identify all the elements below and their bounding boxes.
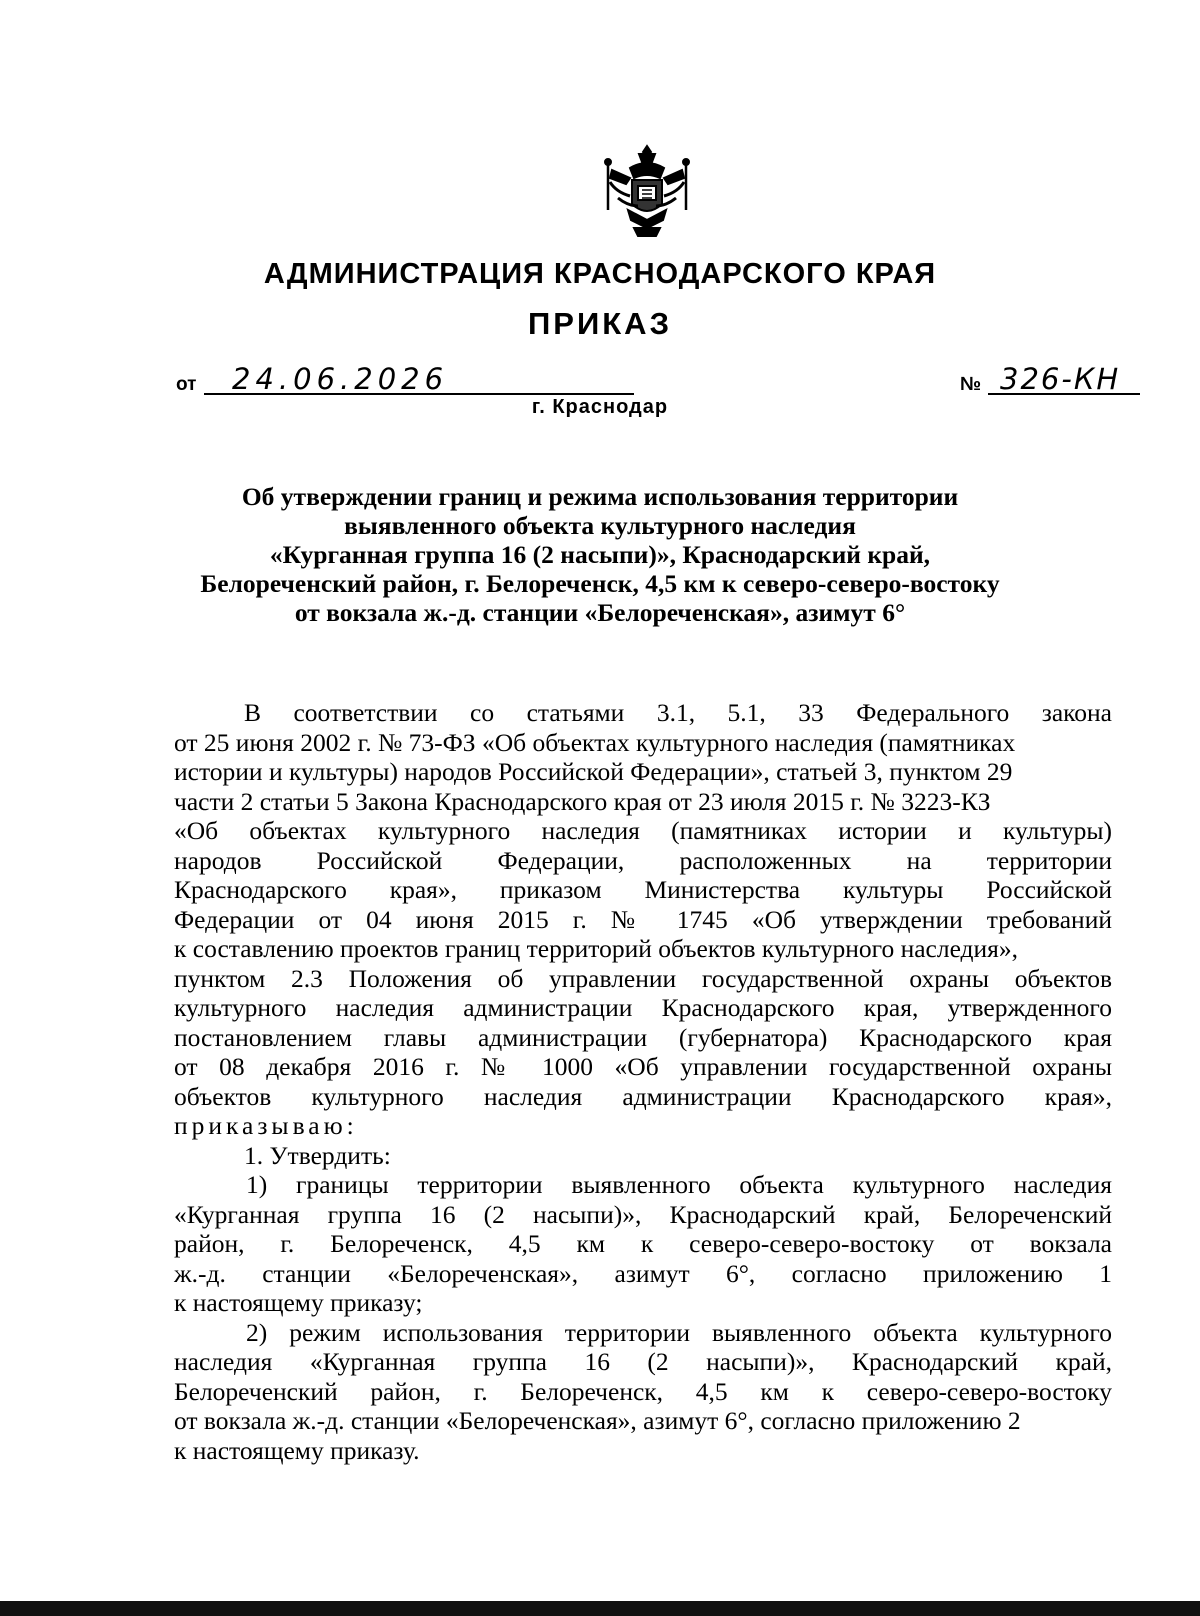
title-line: «Курганная группа 16 (2 насыпи)», Краснодарский край,: [269, 540, 931, 569]
handwritten-date: 24.06.2026: [232, 362, 449, 396]
document-type: ПРИКАЗ: [528, 306, 672, 341]
body-line: объектов культурного наследия администрации Краснодарского края»,: [174, 1081, 1112, 1111]
number-prefix: №: [960, 374, 982, 395]
body-line: «Об объектах культурного наследия (памятниках истории и культуры): [174, 816, 1112, 845]
body-line: район, г. Белореченск, 4,5 км к северо-северо-востоку от вокзала: [174, 1229, 1112, 1258]
body-line: от 25 июня 2002 г. № 73-ФЗ «Об объектах культурного наследия (памятниках: [174, 727, 1016, 757]
body-line: приказываю:: [174, 1111, 358, 1140]
body-line: ж.-д. станции «Белореченская», азимут 6°, согласно приложению 1: [174, 1258, 1112, 1288]
body-line: народов Российской Федерации, расположенных на территории: [174, 845, 1112, 875]
body-line: к настоящему приказу;: [174, 1288, 423, 1317]
scan-edge: [0, 1601, 1200, 1616]
body-line: В соответствии со статьями 3.1, 5.1, 33 Федерального закона: [244, 698, 1112, 727]
body-line: 2) режим использования территории выявленного объекта культурного: [246, 1317, 1112, 1347]
body-line: Федерации от 04 июня 2015 г. № 1745 «Об утверждении требований: [174, 904, 1112, 934]
coat-of-arms-emblem: [604, 142, 690, 242]
body-line: истории и культуры) народов Российской Федерации», статьей 3, пунктом 29: [174, 757, 1013, 786]
title-line: выявленного объекта культурного наследия: [344, 511, 856, 540]
title-line: Белореченский район, г. Белореченск, 4,5 км к северо-северо-востоку: [200, 569, 1000, 598]
organization-name: АДМИНИСТРАЦИЯ КРАСНОДАРСКОГО КРАЯ: [263, 258, 937, 290]
body-line: Белореченский район, г. Белореченск, 4,5 км к северо-северо-востоку: [174, 1376, 1112, 1406]
handwritten-number: 326-КН: [1000, 362, 1121, 396]
body-line: постановлением главы администрации (губернатора) Краснодарского края: [174, 1022, 1112, 1052]
body-line: пунктом 2.3 Положения об управлении государственной охраны объектов: [174, 963, 1112, 993]
body-line: культурного наследия администрации Краснодарского края, утвержденного: [174, 993, 1112, 1022]
body-line: части 2 статьи 5 Закона Краснодарского края от 23 июля 2015 г. № 3223-КЗ: [174, 786, 991, 816]
city-name: г. Краснодар: [531, 396, 669, 418]
body-line: Краснодарского края», приказом Министерства культуры Российской: [174, 875, 1112, 904]
document-body: [174, 698, 1112, 1465]
title-line: Об утверждении границ и режима использования территории: [241, 482, 959, 511]
body-line: от вокзала ж.-д. станции «Белореченская», азимут 6°, согласно приложению 2: [174, 1406, 1021, 1435]
body-line: к составлению проектов границ территорий объектов культурного наследия»,: [174, 934, 1019, 963]
body-line: к настоящему приказу.: [174, 1435, 420, 1465]
body-line: от 08 декабря 2016 г. № 1000 «Об управлении государственной охраны: [174, 1052, 1112, 1081]
body-line: наследия «Курганная группа 16 (2 насыпи)», Краснодарский край,: [174, 1347, 1112, 1376]
document-title: [160, 482, 1040, 627]
body-line: 1. Утвердить:: [244, 1140, 391, 1170]
body-line: «Курганная группа 16 (2 насыпи)», Краснодарский край, Белореченский: [174, 1199, 1112, 1229]
date-prefix: от: [176, 374, 197, 395]
title-line: от вокзала ж.-д. станции «Белореченская», азимут 6°: [294, 598, 906, 627]
body-line: 1) границы территории выявленного объекта культурного наследия: [246, 1170, 1112, 1199]
